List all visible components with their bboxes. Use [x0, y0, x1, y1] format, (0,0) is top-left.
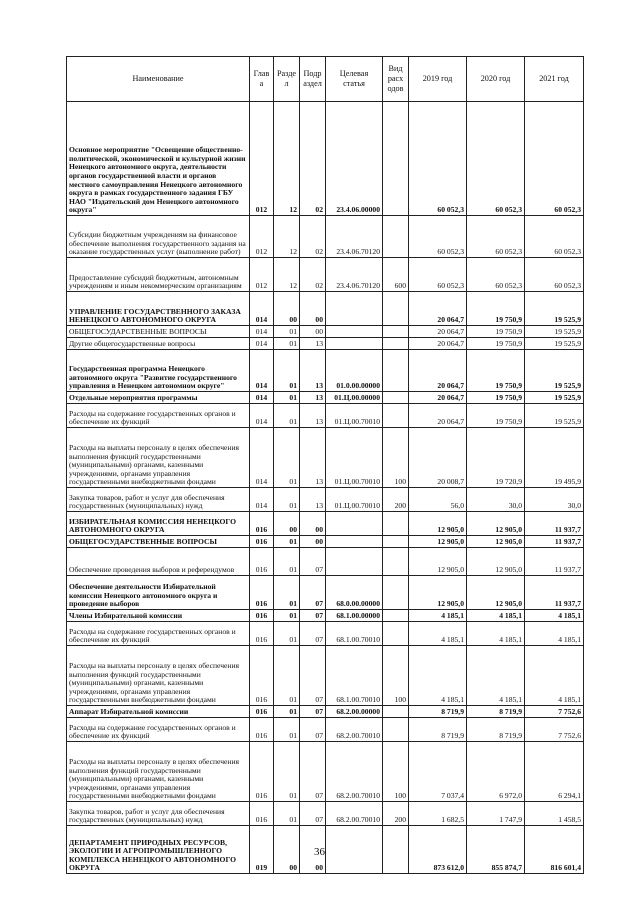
- table-cell-2020: 12 905,0: [467, 576, 525, 610]
- header-subsection: Подр аздел: [300, 57, 326, 102]
- table-cell-target-article: 68.1.00.70010: [326, 622, 383, 646]
- table-cell-target-article: 68.1.00.70010: [326, 646, 383, 706]
- table-cell-2021: 1 458,5: [525, 802, 584, 826]
- table-cell-section: 12: [274, 102, 300, 216]
- table-cell-subsection: 13: [300, 428, 326, 488]
- table-cell-2020: 4 185,1: [467, 622, 525, 646]
- table-cell-section: 01: [274, 338, 300, 350]
- table-cell-2020: 6 972,0: [467, 742, 525, 802]
- table-cell-section: 01: [274, 428, 300, 488]
- table-cell-2019: 4 185,1: [409, 622, 467, 646]
- table-cell-target-article: 68.2.00.70010: [326, 742, 383, 802]
- table-cell-2021: 19 525,9: [525, 392, 584, 404]
- table-cell-name: Субсидии бюджетным учреждениям на финансовое обеспечение выполнения государственного задания на оказание государственных услуг (выполнение работ): [67, 216, 250, 258]
- table-cell-section: 00: [274, 826, 300, 874]
- table-cell-chapter: 014: [250, 292, 274, 326]
- table-cell-section: 01: [274, 488, 300, 512]
- table-cell-2019: 60 052,3: [409, 216, 467, 258]
- table-cell-target-article: 68.0.00.00000: [326, 576, 383, 610]
- table-cell-chapter: 016: [250, 646, 274, 706]
- table-cell-section: 01: [274, 536, 300, 548]
- table-cell-target-article: 01.Ц.00.00000: [326, 392, 383, 404]
- table-cell-2021: 4 185,1: [525, 622, 584, 646]
- table-cell-expense-type: 100: [383, 742, 409, 802]
- table-row: [67, 718, 584, 742]
- table-cell-2021: 7 752,6: [525, 706, 584, 718]
- table-cell-2020: 8 719,9: [467, 718, 525, 742]
- table-cell-2019: 8 719,9: [409, 706, 467, 718]
- table-cell-2019: 20 008,7: [409, 428, 467, 488]
- table-cell-2020: 19 750,9: [467, 338, 525, 350]
- table-cell-2020: 19 720,9: [467, 428, 525, 488]
- table-cell-2020: 12 905,0: [467, 536, 525, 548]
- table-cell-name: Закупка товаров, работ и услуг для обеспечения государственных (муниципальных) нужд: [67, 488, 250, 512]
- table-row: [67, 292, 584, 326]
- table-cell-subsection: 13: [300, 392, 326, 404]
- table-cell-chapter: 016: [250, 706, 274, 718]
- table-cell-target-article: 23.4.06.70120: [326, 258, 383, 292]
- table-cell-section: 12: [274, 216, 300, 258]
- table-cell-subsection: 02: [300, 216, 326, 258]
- table-cell-target-article: 68.2.00.70010: [326, 718, 383, 742]
- table-cell-section: 01: [274, 742, 300, 802]
- table-cell-target-article: 01.Ц.00.70010: [326, 428, 383, 488]
- table-cell-name: Обеспечение проведения выборов и референдумов: [67, 548, 250, 576]
- header-2021: 2021 год: [525, 57, 584, 102]
- table-cell-chapter: 014: [250, 326, 274, 338]
- table-cell-target-article: 01.Ц.00.70010: [326, 404, 383, 428]
- table-cell-expense-type: [383, 610, 409, 622]
- table-cell-expense-type: [383, 548, 409, 576]
- table-cell-target-article: [326, 536, 383, 548]
- table-cell-subsection: 07: [300, 718, 326, 742]
- table-cell-2019: 4 185,1: [409, 646, 467, 706]
- table-cell-name: ДЕПАРТАМЕНТ ПРИРОДНЫХ РЕСУРСОВ, ЭКОЛОГИИ И АГРОПРОМЫШЛЕННОГО КОМПЛЕКСА НЕНЕЦКОГО АВТОНОМНОГО ОКРУГА: [67, 826, 250, 874]
- table-cell-chapter: 016: [250, 548, 274, 576]
- table-cell-2019: 12 905,0: [409, 512, 467, 536]
- table-row: [67, 404, 584, 428]
- table-cell-2020: 19 750,9: [467, 392, 525, 404]
- table-cell-chapter: 016: [250, 802, 274, 826]
- header-section: Разде л: [274, 57, 300, 102]
- table-cell-2021: 60 052,3: [525, 258, 584, 292]
- table-cell-section: 00: [274, 292, 300, 326]
- table-cell-2019: 20 064,7: [409, 326, 467, 338]
- table-cell-expense-type: 100: [383, 646, 409, 706]
- table-cell-section: 01: [274, 646, 300, 706]
- table-cell-2019: 20 064,7: [409, 392, 467, 404]
- table-header-row: [67, 57, 584, 102]
- table-cell-subsection: 07: [300, 622, 326, 646]
- table-row: [67, 576, 584, 610]
- table-cell-2021: 60 052,3: [525, 102, 584, 216]
- table-cell-2021: 19 525,9: [525, 338, 584, 350]
- table-cell-section: 01: [274, 802, 300, 826]
- table-cell-name: Отдельные мероприятия программы: [67, 392, 250, 404]
- table-cell-2020: 8 719,9: [467, 706, 525, 718]
- table-cell-2019: 56,0: [409, 488, 467, 512]
- table-row: [67, 326, 584, 338]
- table-cell-chapter: 014: [250, 488, 274, 512]
- table-cell-chapter: 016: [250, 610, 274, 622]
- table-cell-subsection: 07: [300, 548, 326, 576]
- table-cell-2021: 4 185,1: [525, 610, 584, 622]
- table-cell-2020: 60 052,3: [467, 258, 525, 292]
- table-row: [67, 622, 584, 646]
- table-row: [67, 742, 584, 802]
- table-cell-section: 01: [274, 350, 300, 392]
- table-cell-subsection: 00: [300, 326, 326, 338]
- header-chapter: Глав а: [250, 57, 274, 102]
- table-cell-2019: 873 612,0: [409, 826, 467, 874]
- table-row: [67, 536, 584, 548]
- table-cell-2021: 11 937,7: [525, 536, 584, 548]
- table-cell-name: Расходы на содержание государственных органов и обеспечение их функций: [67, 622, 250, 646]
- table-cell-target-article: [326, 548, 383, 576]
- table-body: [67, 102, 584, 874]
- table-row: [67, 102, 584, 216]
- table-cell-2021: 7 752,6: [525, 718, 584, 742]
- table-cell-subsection: 02: [300, 258, 326, 292]
- table-cell-target-article: 01.0.00.00000: [326, 350, 383, 392]
- table-cell-2021: 19 495,9: [525, 428, 584, 488]
- table-cell-subsection: 00: [300, 826, 326, 874]
- table-cell-chapter: 016: [250, 512, 274, 536]
- table-cell-2021: 19 525,9: [525, 326, 584, 338]
- table-cell-chapter: 014: [250, 404, 274, 428]
- table-cell-2020: 4 185,1: [467, 646, 525, 706]
- table-cell-subsection: 07: [300, 706, 326, 718]
- table-cell-section: 01: [274, 548, 300, 576]
- table-cell-2020: 12 905,0: [467, 512, 525, 536]
- table-cell-name: УПРАВЛЕНИЕ ГОСУДАРСТВЕННОГО ЗАКАЗА НЕНЕЦКОГО АВТОНОМНОГО ОКРУГА: [67, 292, 250, 326]
- table-cell-2019: 60 052,3: [409, 102, 467, 216]
- table-cell-2019: 12 905,0: [409, 576, 467, 610]
- table-cell-expense-type: 100: [383, 428, 409, 488]
- table-cell-chapter: 012: [250, 102, 274, 216]
- table-cell-subsection: 07: [300, 576, 326, 610]
- table-cell-target-article: 23.4.06.00000: [326, 102, 383, 216]
- table-cell-expense-type: [383, 102, 409, 216]
- table-cell-name: Предоставление субсидий бюджетным, автономным учреждениям и иным некоммерческим организациям: [67, 258, 250, 292]
- table-row: [67, 338, 584, 350]
- table-cell-expense-type: 600: [383, 258, 409, 292]
- table-cell-chapter: 012: [250, 258, 274, 292]
- table-cell-name: Государственная программа Ненецкого автономного округа "Развитие государственного управления в Ненецком автономном округе": [67, 350, 250, 392]
- table-cell-subsection: 00: [300, 292, 326, 326]
- table-cell-expense-type: [383, 350, 409, 392]
- table-cell-2019: 20 064,7: [409, 292, 467, 326]
- table-cell-name: Расходы на содержание государственных органов и обеспечение их функций: [67, 718, 250, 742]
- table-cell-subsection: 13: [300, 338, 326, 350]
- table-cell-2019: 60 052,3: [409, 258, 467, 292]
- table-cell-2019: 12 905,0: [409, 536, 467, 548]
- table-cell-target-article: 68.2.00.00000: [326, 706, 383, 718]
- table-cell-2020: 19 750,9: [467, 350, 525, 392]
- table-cell-expense-type: [383, 622, 409, 646]
- table-cell-subsection: 13: [300, 404, 326, 428]
- table-cell-2020: 19 750,9: [467, 404, 525, 428]
- table-cell-2019: 7 037,4: [409, 742, 467, 802]
- table-row: [67, 258, 584, 292]
- table-cell-chapter: 014: [250, 392, 274, 404]
- table-cell-2021: 4 185,1: [525, 646, 584, 706]
- table-cell-chapter: 012: [250, 216, 274, 258]
- table-cell-2021: 11 937,7: [525, 548, 584, 576]
- table-row: [67, 610, 584, 622]
- table-cell-name: Расходы на выплаты персоналу в целях обеспечения выполнения функций государственными (муниципальными) органами, казенными учреждениями, органами управления государственными внебюджетными фондами: [67, 742, 250, 802]
- table-cell-2020: 60 052,3: [467, 216, 525, 258]
- table-cell-expense-type: [383, 404, 409, 428]
- table-cell-chapter: 014: [250, 428, 274, 488]
- table-cell-name: Другие общегосударственные вопросы: [67, 338, 250, 350]
- header-expense-type: Вид расх одов: [383, 57, 409, 102]
- table-cell-section: 01: [274, 622, 300, 646]
- table-cell-2019: 20 064,7: [409, 350, 467, 392]
- table-cell-expense-type: 200: [383, 488, 409, 512]
- table-row: [67, 428, 584, 488]
- table-cell-target-article: 01.Ц.00.70010: [326, 488, 383, 512]
- table-cell-subsection: 07: [300, 742, 326, 802]
- table-cell-2020: 4 185,1: [467, 610, 525, 622]
- table-cell-subsection: 07: [300, 802, 326, 826]
- table-cell-section: 01: [274, 404, 300, 428]
- table-cell-2021: 816 601,4: [525, 826, 584, 874]
- table-row: [67, 512, 584, 536]
- table-cell-section: 01: [274, 718, 300, 742]
- table-cell-2020: 1 747,9: [467, 802, 525, 826]
- table-cell-expense-type: [383, 216, 409, 258]
- table-cell-subsection: 00: [300, 536, 326, 548]
- table-cell-section: 01: [274, 706, 300, 718]
- table-cell-chapter: 014: [250, 350, 274, 392]
- table-cell-chapter: 016: [250, 742, 274, 802]
- table-cell-chapter: 016: [250, 536, 274, 548]
- table-cell-2020: 855 874,7: [467, 826, 525, 874]
- table-cell-2020: 60 052,3: [467, 102, 525, 216]
- table-cell-subsection: 07: [300, 646, 326, 706]
- table-cell-name: ОБЩЕГОСУДАРСТВЕННЫЕ ВОПРОСЫ: [67, 536, 250, 548]
- table-cell-expense-type: 200: [383, 802, 409, 826]
- header-2019: 2019 год: [409, 57, 467, 102]
- table-cell-name: Обеспечение деятельности Избирательной комиссии Ненецкого автономного округа и проведение выборов: [67, 576, 250, 610]
- table-cell-2021: 60 052,3: [525, 216, 584, 258]
- table-cell-2019: 4 185,1: [409, 610, 467, 622]
- table-cell-2021: 30,0: [525, 488, 584, 512]
- table-cell-expense-type: [383, 512, 409, 536]
- table-cell-chapter: 016: [250, 718, 274, 742]
- table-cell-target-article: 68.2.00.70010: [326, 802, 383, 826]
- table-cell-2021: 19 525,9: [525, 292, 584, 326]
- table-cell-2021: 19 525,9: [525, 350, 584, 392]
- table-cell-name: Члены Избирательной комиссии: [67, 610, 250, 622]
- table-cell-2020: 19 750,9: [467, 326, 525, 338]
- table-cell-name: Основное мероприятие "Освещение общественно-политической, экономической и культурной жизни Ненецкого автономного округа, деятельности органов государственной власти и органов местного самоуправления Ненецкого автономного округа в рамках государственного задания ГБУ НАО "Издательский дом Ненецкого автономного округа": [67, 102, 250, 216]
- table-cell-name: Аппарат Избирательной комиссии: [67, 706, 250, 718]
- table-cell-target-article: 23.4.06.70120: [326, 216, 383, 258]
- table-cell-2019: 12 905,0: [409, 548, 467, 576]
- table-cell-name: Закупка товаров, работ и услуг для обеспечения государственных (муниципальных) нужд: [67, 802, 250, 826]
- table-cell-subsection: 00: [300, 512, 326, 536]
- table-cell-name: Расходы на выплаты персоналу в целях обеспечения выполнения функций государственными (муниципальными) органами, казенными учреждениями, органами управления государственными внебюджетными фондами: [67, 428, 250, 488]
- table-cell-chapter: 019: [250, 826, 274, 874]
- page-number: 36: [314, 846, 325, 858]
- table-cell-subsection: 13: [300, 488, 326, 512]
- table-cell-2019: 20 064,7: [409, 338, 467, 350]
- table-row: [67, 802, 584, 826]
- table-row: [67, 548, 584, 576]
- table-cell-name: Расходы на выплаты персоналу в целях обеспечения выполнения функций государственными (муниципальными) органами, казенными учреждениями, органами управления государственными внебюджетными фондами: [67, 646, 250, 706]
- table-cell-2019: 1 682,5: [409, 802, 467, 826]
- table-cell-expense-type: [383, 718, 409, 742]
- table-cell-expense-type: [383, 576, 409, 610]
- table-cell-expense-type: [383, 338, 409, 350]
- table-cell-section: 01: [274, 326, 300, 338]
- table-cell-target-article: 68.1.00.00000: [326, 610, 383, 622]
- table-row: [67, 646, 584, 706]
- table-cell-name: ИЗБИРАТЕЛЬНАЯ КОМИССИЯ НЕНЕЦКОГО АВТОНОМНОГО ОКРУГА: [67, 512, 250, 536]
- table-cell-2021: 19 525,9: [525, 404, 584, 428]
- table-cell-target-article: [326, 292, 383, 326]
- table-cell-section: 01: [274, 392, 300, 404]
- table-cell-2021: 11 937,7: [525, 512, 584, 536]
- table-cell-target-article: [326, 326, 383, 338]
- table-cell-expense-type: [383, 706, 409, 718]
- table-cell-subsection: 07: [300, 610, 326, 622]
- header-target-article: Целевая статья: [326, 57, 383, 102]
- table-row: [67, 488, 584, 512]
- table-cell-expense-type: [383, 326, 409, 338]
- table-cell-expense-type: [383, 292, 409, 326]
- table-row: [67, 392, 584, 404]
- table-cell-target-article: [326, 512, 383, 536]
- table-cell-2019: 20 064,7: [409, 404, 467, 428]
- table-row: [67, 350, 584, 392]
- table-cell-chapter: 016: [250, 622, 274, 646]
- table-cell-2020: 30,0: [467, 488, 525, 512]
- table-cell-name: Расходы на содержание государственных органов и обеспечение их функций: [67, 404, 250, 428]
- table-cell-subsection: 02: [300, 102, 326, 216]
- table-cell-2021: 6 294,1: [525, 742, 584, 802]
- table-cell-expense-type: [383, 536, 409, 548]
- header-name: Наименование: [67, 57, 250, 102]
- table-row: [67, 216, 584, 258]
- table-row: [67, 706, 584, 718]
- budget-table: [66, 56, 584, 874]
- table-cell-2020: 19 750,9: [467, 292, 525, 326]
- table-cell-chapter: 014: [250, 338, 274, 350]
- table-cell-target-article: [326, 338, 383, 350]
- table-cell-chapter: 016: [250, 576, 274, 610]
- table-cell-section: 00: [274, 512, 300, 536]
- table-cell-name: ОБЩЕГОСУДАРСТВЕННЫЕ ВОПРОСЫ: [67, 326, 250, 338]
- header-2020: 2020 год: [467, 57, 525, 102]
- table-cell-2019: 8 719,9: [409, 718, 467, 742]
- table-cell-section: 12: [274, 258, 300, 292]
- table-cell-section: 01: [274, 610, 300, 622]
- table-cell-2021: 11 937,7: [525, 576, 584, 610]
- table-cell-subsection: 13: [300, 350, 326, 392]
- table-cell-2020: 12 905,0: [467, 548, 525, 576]
- table-cell-section: 01: [274, 576, 300, 610]
- table-cell-expense-type: [383, 392, 409, 404]
